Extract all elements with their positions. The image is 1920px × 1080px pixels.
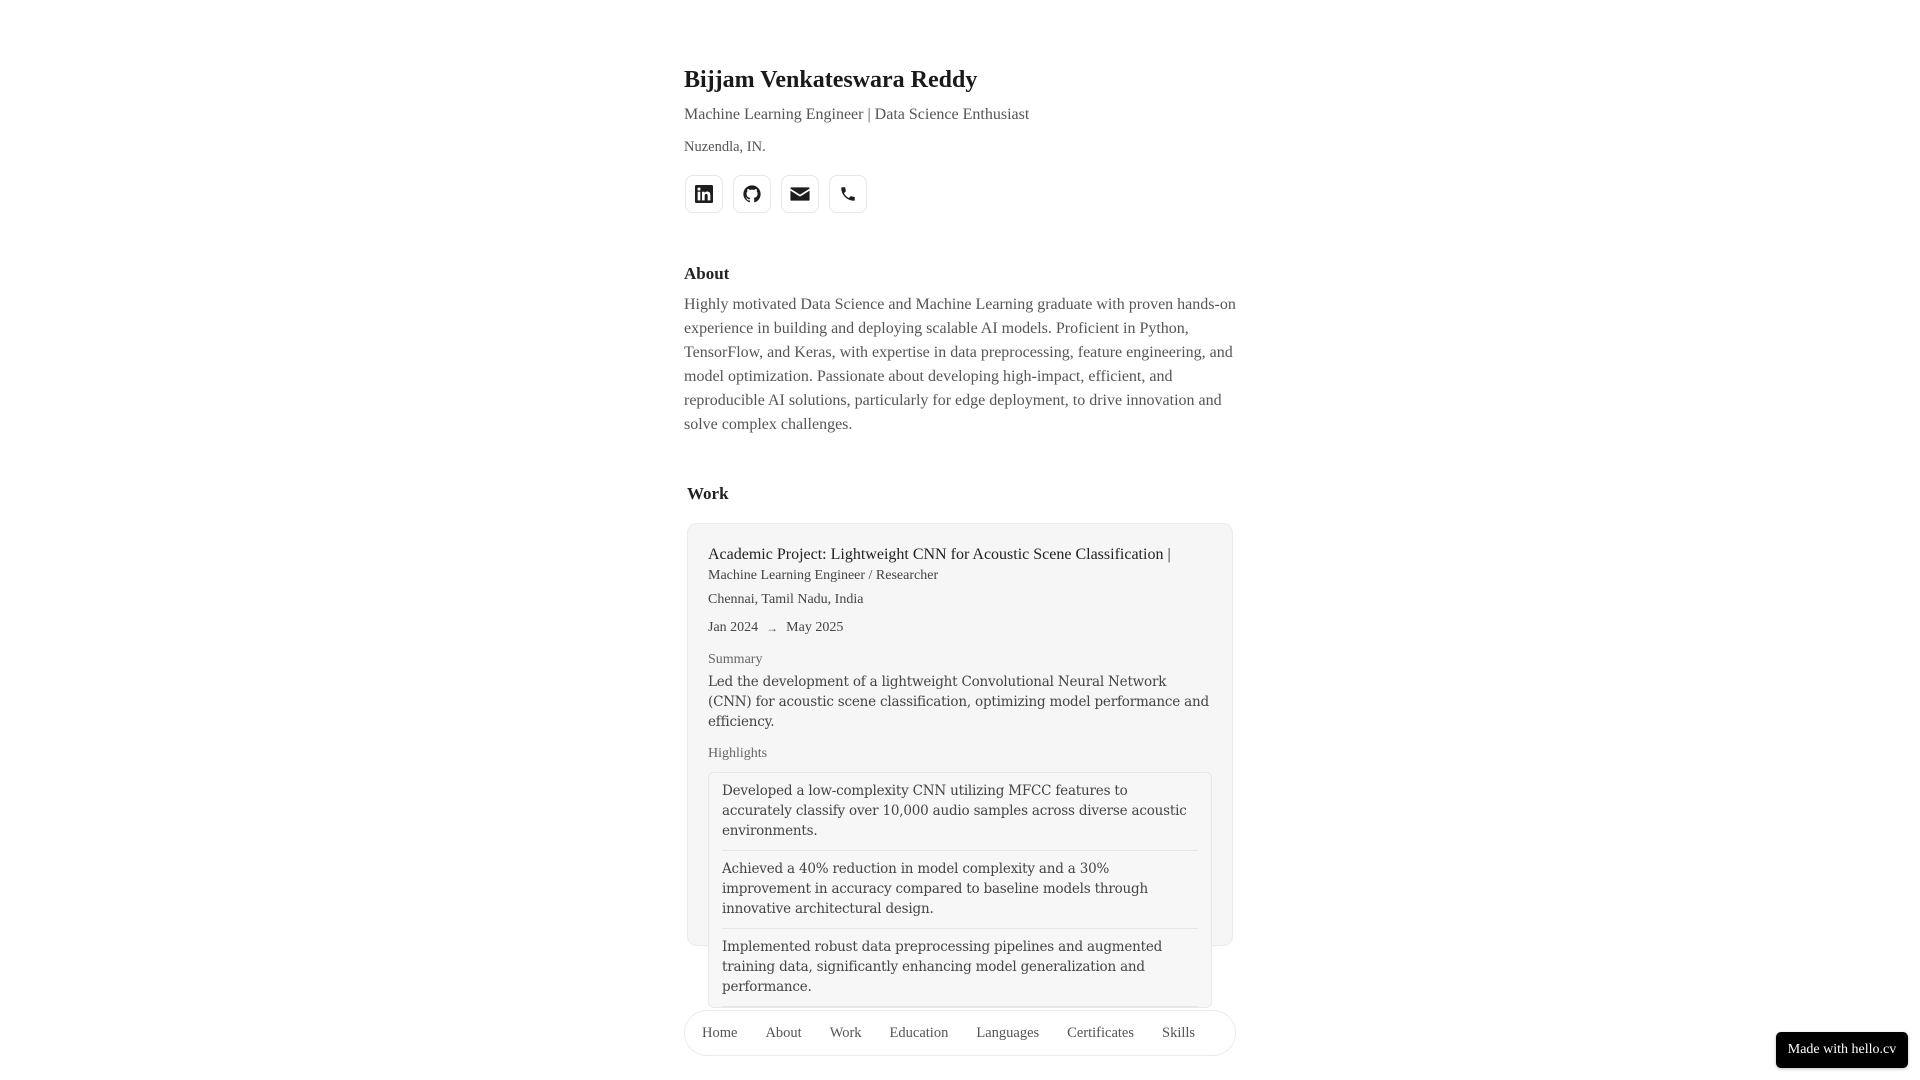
job-role: Machine Learning Engineer / Researcher bbox=[708, 568, 939, 583]
github-icon bbox=[743, 185, 761, 203]
email-icon bbox=[790, 184, 810, 204]
about-heading: About bbox=[684, 264, 730, 283]
highlight-item: Achieved a 40% reduction in model complexity and a 30% improvement in accuracy compared to baseline models through innovative architectural design. bbox=[722, 851, 1198, 929]
github-button[interactable] bbox=[733, 175, 771, 213]
about-text: Highly motivated Data Science and Machine Learning graduate with proven hands-on experience in building and deploying scalable AI models. Proficient in Python, TensorFlow, and Keras, with expertise in data preprocessing, feature engineering, and model optimization. Passionate about developing high-impact, efficient, and reproducible AI solutions, particularly for edge deployment, to drive innovation and solve complex challenges. bbox=[684, 296, 1236, 433]
highlights-list bbox=[708, 772, 1212, 1008]
work-heading: Work bbox=[687, 484, 729, 503]
summary-text: Led the development of a lightweight Convolutional Neural Network (CNN) for acoustic scene classification, optimizing model performance and efficiency. bbox=[708, 674, 1209, 730]
nav-item-skills[interactable]: Skills bbox=[1162, 1025, 1196, 1041]
nav-item-languages[interactable]: Languages bbox=[976, 1025, 1040, 1041]
linkedin-icon bbox=[695, 185, 713, 203]
nav-item-work[interactable]: Work bbox=[829, 1025, 862, 1041]
job-start-date: Jan 2024 bbox=[708, 620, 759, 635]
social-links bbox=[685, 175, 867, 213]
section-nav[interactable] bbox=[684, 1010, 1236, 1056]
profile-name: Bijjam Venkateswara Reddy bbox=[684, 67, 978, 93]
nav-item-education[interactable]: Education bbox=[889, 1025, 949, 1041]
highlight-item: Developed a low-complexity CNN utilizing MFCC features to accurately classify over 10,000 audio samples across diverse acoustic environments. bbox=[722, 773, 1198, 851]
linkedin-button[interactable] bbox=[685, 175, 723, 213]
profile-location: Nuzendla, IN. bbox=[684, 139, 766, 155]
nav-item-certificates[interactable]: Certificates bbox=[1067, 1025, 1134, 1041]
job-location: Chennai, Tamil Nadu, India bbox=[708, 592, 864, 607]
nav-item-home[interactable]: Home bbox=[702, 1025, 738, 1041]
arrow-right-icon: → bbox=[766, 621, 779, 635]
made-with-hellocv-badge[interactable]: Made with hello.cv bbox=[1776, 1032, 1908, 1068]
summary-label: Summary bbox=[708, 652, 763, 667]
highlight-item: Implemented robust data preprocessing pipelines and augmented training data, significantly enhancing model generalization and performance. bbox=[722, 929, 1198, 1007]
job-title: Academic Project: Lightweight CNN for Acoustic Scene Classification | bbox=[708, 546, 1171, 563]
job-end-date: May 2025 bbox=[786, 620, 844, 635]
profile-tagline: Machine Learning Engineer | Data Science Enthusiast bbox=[684, 106, 1030, 123]
nav-item-about[interactable]: About bbox=[765, 1025, 802, 1041]
work-card bbox=[687, 523, 1233, 995]
phone-button[interactable] bbox=[829, 175, 867, 213]
highlights-label: Highlights bbox=[708, 746, 768, 761]
job-dates bbox=[708, 618, 1212, 638]
email-button[interactable] bbox=[781, 175, 819, 213]
phone-icon bbox=[839, 185, 857, 203]
